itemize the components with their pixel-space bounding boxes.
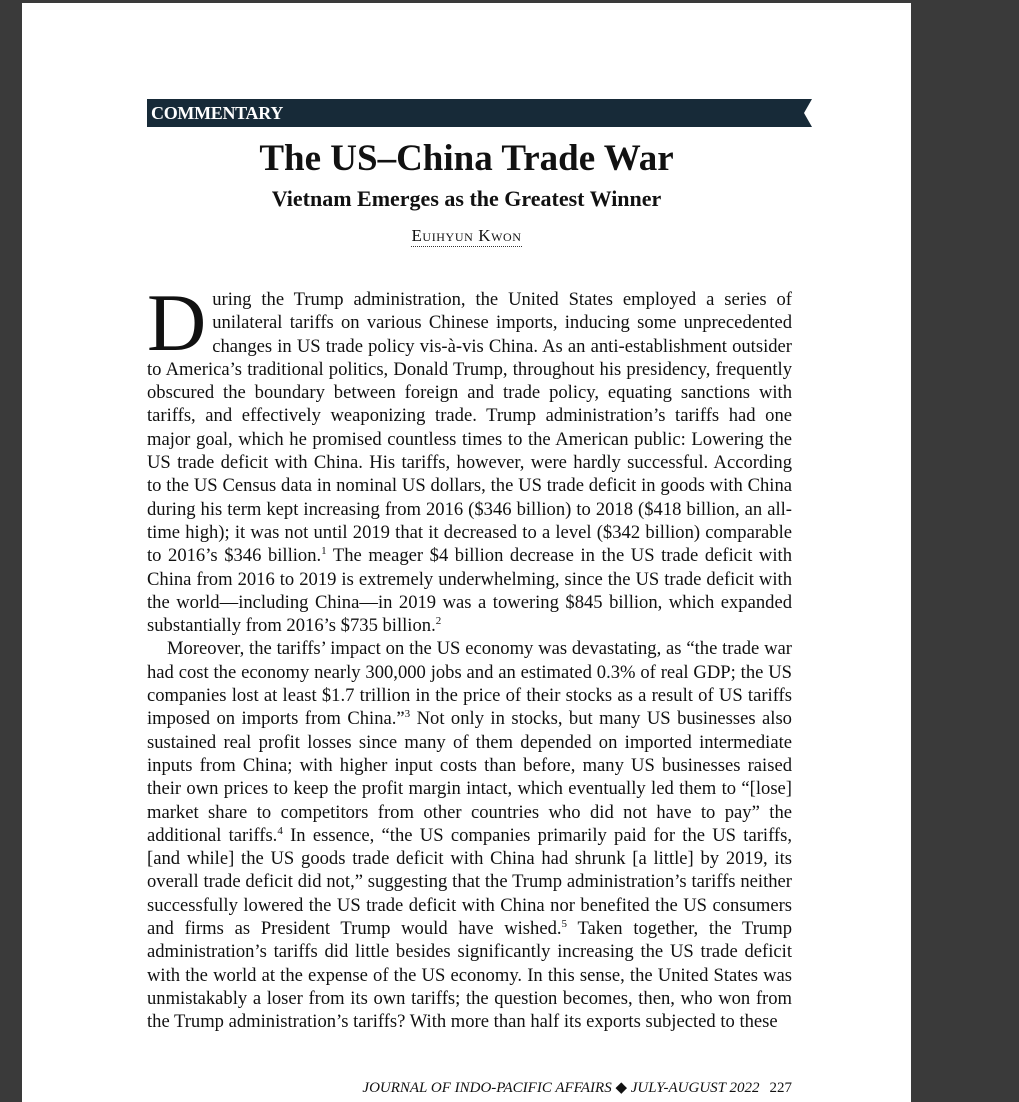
paragraph-2-text-c: In essence, “the US companies primarily paid for the US tariffs, [and while] the US goods trade deficit with China had shrunk [a little] by 2019, its overall trade deficit did not,” suggesting that the Trump administration’s tariffs neither successfully lowered the US trade deficit with China nor benefited the US consumers and firms as President Trump would have wished.	[147, 824, 792, 940]
section-label: COMMENTARY	[151, 103, 284, 123]
author-line	[22, 226, 911, 246]
footnote-ref-5[interactable]: 5	[561, 917, 568, 930]
paragraph-1-text-a: uring the Trump administration, the United States employed a series of unilateral tariffs on various Chinese imports, inducing some unprecedented changes in US trade policy vis-à-vis China. As an anti-establishment outsider to America’s traditional politics, Donald Trump, throughout his presidency, frequently obscured the boundary between foreign and trade policy, equating sanctions with tariffs, and effectively weaponizing trade. Trump administration’s tariffs had one major goal, which he promised countless times to the American public: Lowering the US trade deficit with China. His tariffs, however, were hardly successful. According to the US Census data in nominal US dollars, the US trade deficit in goods with China during his term kept increasing from 2016 ($346 billion) to 2018 ($418 billion, an all-time high); it was not until 2019 that it decreased to a level ($342 billion) comparable to 2016’s $346 billion.	[147, 289, 792, 567]
paragraph-2-text-d: Taken together, the Trump administration’s tariffs did little besides significantly increasing the US trade deficit with the world at the expense of the US economy. In this sense, the United States was unmistakably a loser from its own tariffs; the question becomes, then, who won from the Trump administration’s tariffs? With more than half its exports subjected to these	[147, 918, 792, 1033]
page-footer	[342, 1078, 792, 1097]
paragraph-1-text-b: The meager $4 billion decrease in the US trade deficit with China from 2016 to 2019 is extremely underwhelming, since the US trade deficit with the world—including China—in 2019 was a towering $845 billion, which expanded substantially from 2016’s $735 billion.	[147, 545, 792, 637]
drop-cap: D	[147, 277, 207, 368]
paragraph-1	[147, 277, 792, 637]
article-subtitle: Vietnam Emerges as the Greatest Winner	[271, 186, 662, 211]
paragraph-2-text-a: Moreover, the tariffs’ impact on the US economy was devastating, as “the trade war had cost the economy nearly 300,000 jobs and an estimated 0.3% of real GDP; the US companies lost at least $1.7 trillion in the price of their stocks as a result of US tariffs imposed on imports from China.”	[147, 638, 792, 730]
footer-separator: ◆	[615, 1080, 627, 1096]
page-number: 227	[769, 1080, 792, 1096]
footnote-ref-2[interactable]: 2	[435, 614, 442, 627]
footnote-ref-1[interactable]: 1	[321, 545, 327, 558]
author-name: Euihyun Kwon	[411, 226, 522, 245]
paragraph-2-text-b: Not only in stocks, but many US businesses also sustained real profit losses since many of them depended on imported intermediate inputs from China; with higher input costs than before, many US businesses raised their own prices to keep the profit margin intact, which eventually led them to “[lose] market share to competitors from other countries who did not have to pay” the additional tariffs.	[147, 708, 792, 846]
article-body	[147, 277, 792, 1034]
footnote-ref-4[interactable]: 4	[277, 824, 283, 837]
journal-page	[22, 3, 911, 1102]
banner-notch	[790, 99, 814, 127]
paragraph-2	[147, 637, 792, 1033]
article-title: The US–China Trade War	[259, 138, 674, 179]
issue-date: JULY-AUGUST 2022	[630, 1080, 760, 1096]
journal-name: JOURNAL OF INDO-PACIFIC AFFAIRS	[362, 1080, 612, 1096]
footnote-ref-3[interactable]: 3	[404, 708, 411, 721]
